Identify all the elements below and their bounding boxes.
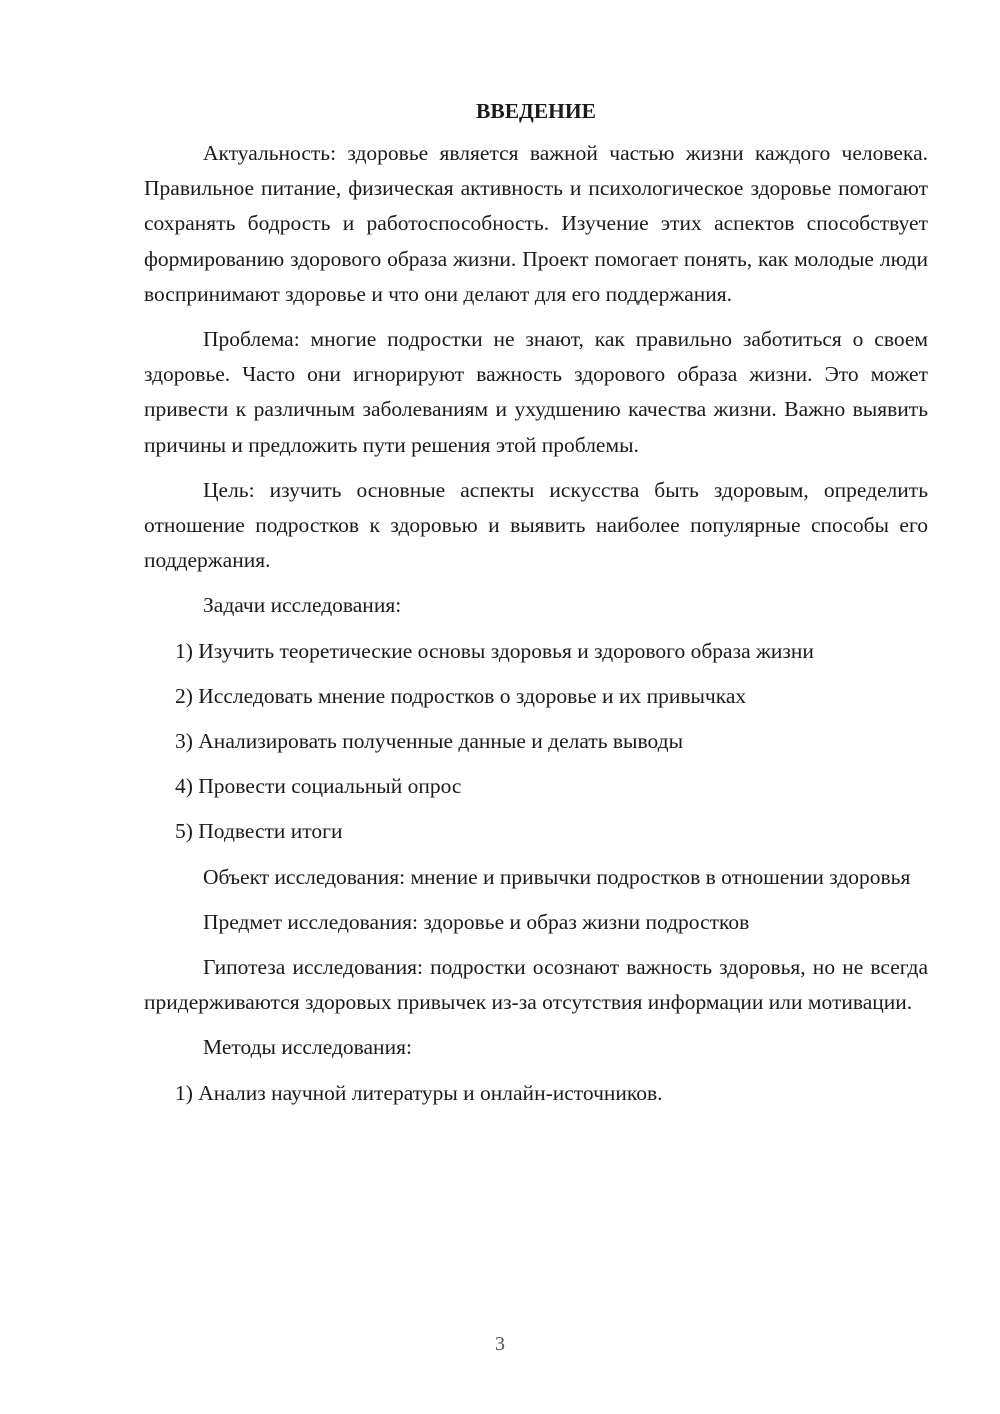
list-item: 2) Исследовать мнение подростков о здоровье и их привычках	[175, 683, 747, 708]
page-number: 3	[495, 1333, 505, 1355]
tasks-list	[144, 634, 928, 850]
paragraph-goal: Цель: изучить основные аспекты искусства быть здоровым, определить отношение подростков к здоровью и выявить наиболее популярные способы его поддержания.	[144, 477, 928, 573]
list-item: 5) Подвести итоги	[175, 819, 343, 844]
section-title: ВВЕДЕНИЕ	[476, 99, 596, 123]
list-item: 3) Анализировать полученные данные и делать выводы	[175, 729, 684, 754]
list-item: 1) Анализ научной литературы и онлайн-источников.	[175, 1080, 663, 1105]
methods-heading: Методы исследования:	[203, 1035, 412, 1060]
paragraph-relevance: Актуальность: здоровье является важной частью жизни каждого человека. Правильное питание, физическая активность и психологическое здоровье помогают сохранять бодрость и работоспособность. Изучение этих аспектов способствует формированию здорового образа жизни. Проект помогает понять, как молодые люди воспринимают здоровье и что они делают для его поддержания.	[144, 141, 928, 306]
paragraph-object: Объект исследования: мнение и привычки подростков в отношении здоровья	[203, 864, 911, 889]
paragraph-problem: Проблема: многие подростки не знают, как правильно заботиться о своем здоровье. Часто они игнорируют важность здорового образа жизни. Это может привести к различным заболеваниям и ухудшению качества жизни. Важно выявить причины и предложить пути решения этой проблемы.	[144, 327, 928, 457]
paragraph-hypothesis: Гипотеза исследования: подростки осознают важность здоровья, но не всегда придерживаются здоровых привычек из-за отсутствия информации или мотивации.	[144, 955, 928, 1015]
methods-list	[144, 1076, 928, 1111]
document-page	[144, 96, 928, 1121]
tasks-heading: Задачи исследования:	[203, 593, 402, 618]
list-item: 4) Провести социальный опрос	[175, 774, 462, 799]
paragraph-subject: Предмет исследования: здоровье и образ жизни подростков	[203, 909, 750, 934]
list-item: 1) Изучить теоретические основы здоровья и здорового образа жизни	[175, 638, 814, 663]
